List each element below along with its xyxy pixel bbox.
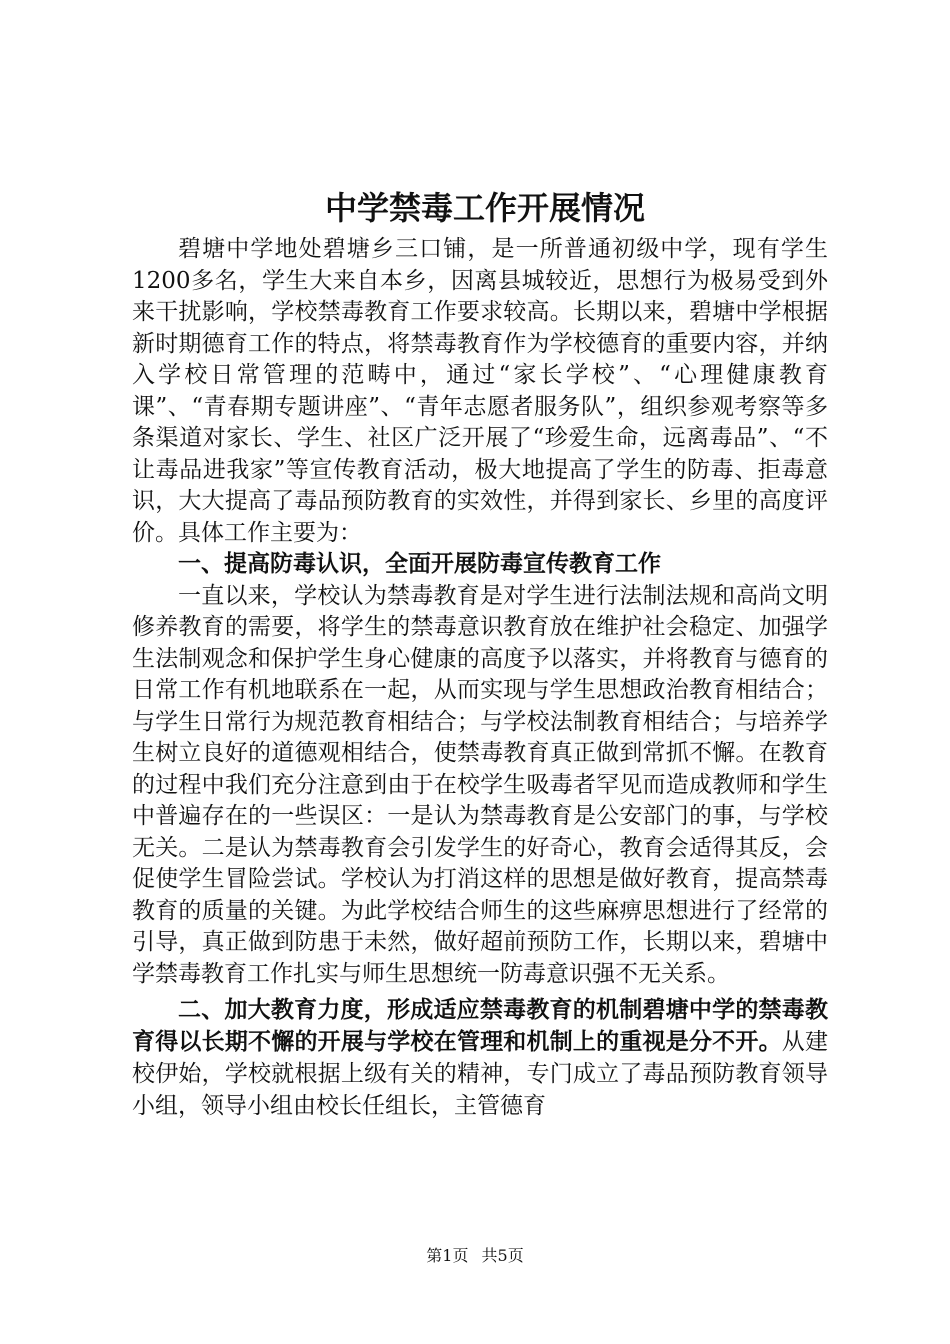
- document-title: 中学禁毒工作开展情况: [324, 189, 645, 227]
- section2-body: 从建校伊始，学校就根据上级有关的精神，专门成立了毒品预防教育领导小组，领导小组由校长任组长，主管德育: [132, 1029, 829, 1119]
- document-page: [132, 182, 828, 1122]
- page-footer: [0, 1243, 950, 1266]
- section1-paragraph: 一直以来，学校认为禁毒教育是对学生进行法制法规和高尚文明修养教育的需要，将学生的禁毒意识教育放在维护社会稳定、加强学生法制观念和保护学生身心健康的高度予以落实，并将教育与德育的日常工作有机地联系在一起，从而实现与学生思想政治教育相结合；与学生日常行为规范教育相结合；与学校法制教育相结合；与培养学生树立良好的道德观相结合，使禁毒教育真正做到常抓不懈。在教育的过程中我们充分注意到由于在校学生吸毒者罕见而造成教师和学生中普遍存在的一些误区：一是认为禁毒教育是公安部门的事，与学校无关。二是认为禁毒教育会引发学生的好奇心，教育会适得其反，会促使学生冒险尝试。学校认为打消这样的思想是做好教育，提高禁毒教育的质量的关键。为此学校结合师生的这些麻痹思想进行了经常的引导，真正做到防患于未然，做好超前预防工作，长期以来，碧塘中学禁毒教育工作扎实与师生思想统一防毒意识强不无关系。: [132, 582, 828, 987]
- page-total: 共5页: [481, 1246, 524, 1265]
- section1-heading: 一、提高防毒认识，全面开展防毒宣传教育工作: [178, 551, 661, 577]
- intro-paragraph: 碧塘中学地处碧塘乡三口铺，是一所普通初级中学，现有学生1200多名，学生大来自本乡，因离县城较近，思想行为极易受到外来干扰影响，学校禁毒教育工作要求较高。长期以来，碧塘中学根据新时期德育工作的特点，将禁毒教育作为学校德育的重要内容，并纳入学校日常管理的范畴中，通过“家长学校”、“心理健康教育课”、“青春期专题讲座”、“青年志愿者服务队”，组织参观考察等多条渠道对家长、学生、社区广泛开展了“珍爱生命，远离毒品”、“不让毒品进我家”等宣传教育活动，极大地提高了学生的防毒、拒毒意识，大大提高了毒品预防教育的实效性，并得到家长、乡里的高度评价。具体工作主要为：: [132, 236, 828, 546]
- page-number: 第1页: [426, 1246, 469, 1265]
- section2-paragraph: [132, 994, 828, 1122]
- section2-heading: 二、加大教育力度，形成适应禁毒教育的机制碧塘中学的禁毒教育得以长期不懈的开展与学校在管理和机制上的重视是分不开。: [132, 997, 828, 1055]
